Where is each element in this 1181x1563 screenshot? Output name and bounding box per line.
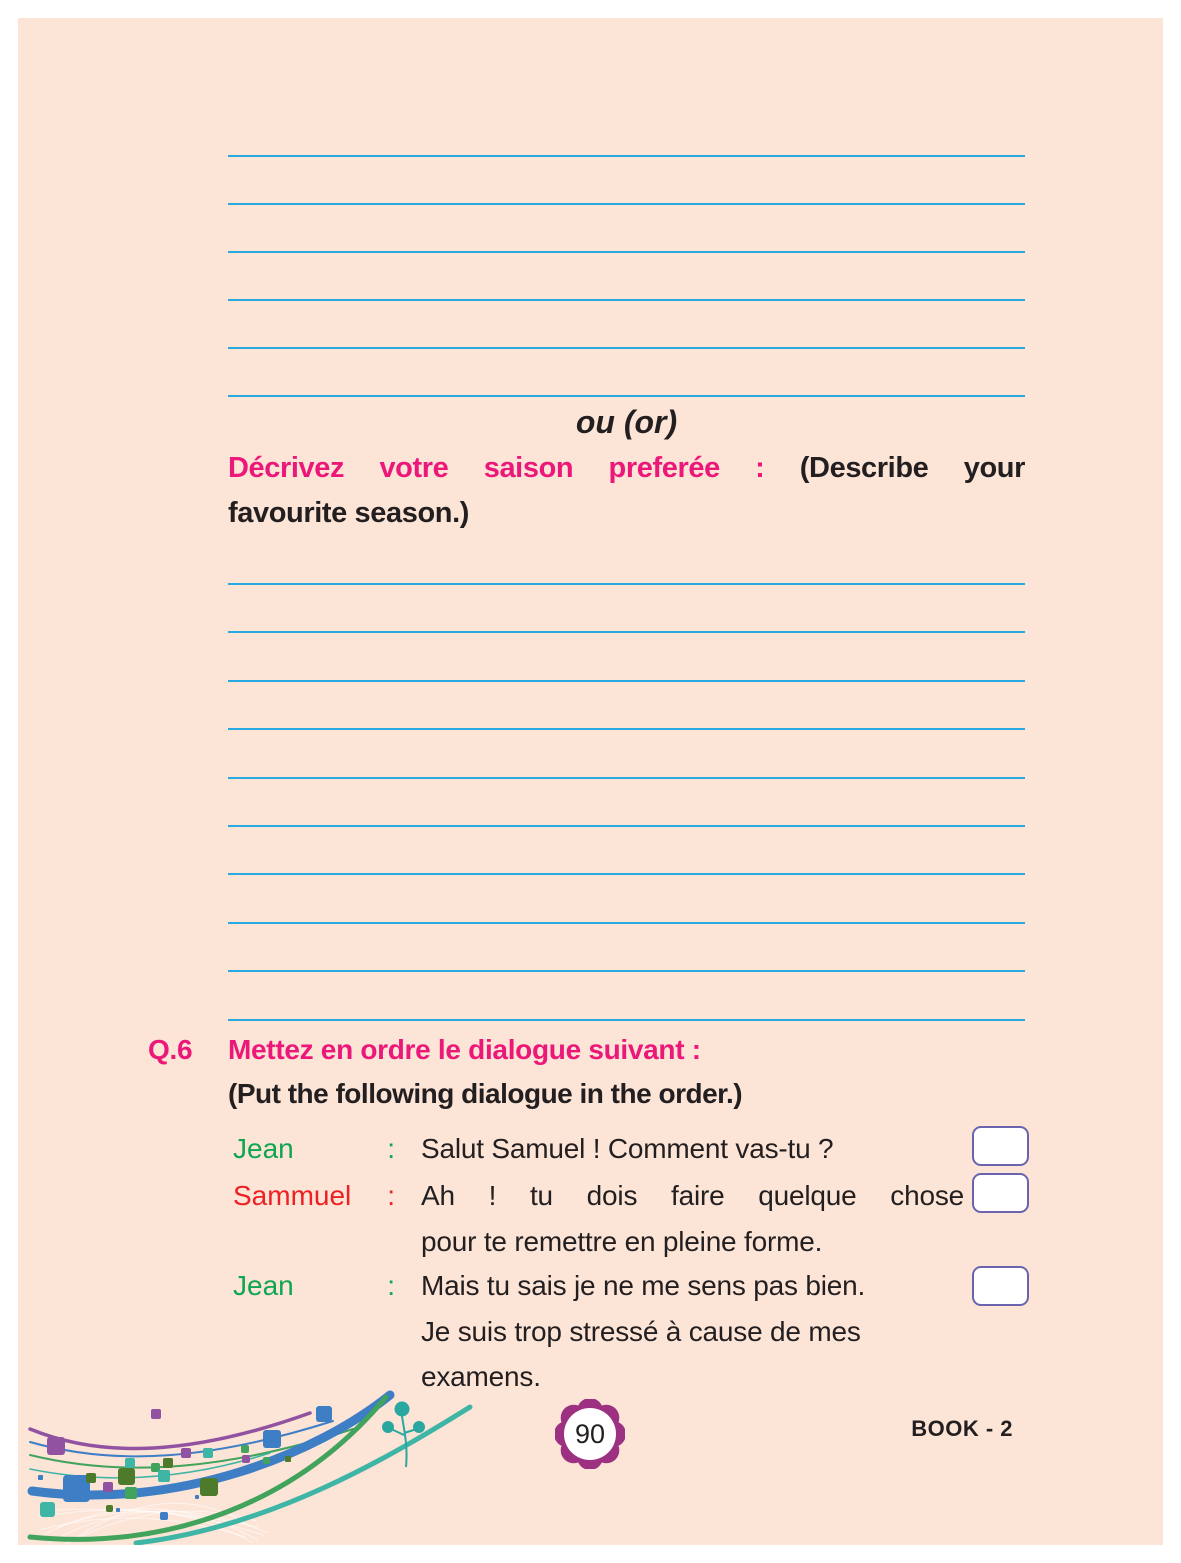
decorative-swoosh-graphic (18, 1385, 478, 1545)
writing-line[interactable] (228, 1019, 1025, 1021)
describe-prompt (228, 446, 1025, 536)
page-number-badge (555, 1399, 625, 1469)
page-number: 90 (574, 1418, 606, 1449)
speaker-label: Sammuel (233, 1180, 352, 1211)
book-label: BOOK - 2 (911, 1416, 1013, 1441)
answer-box[interactable] (972, 1173, 1029, 1213)
writing-line[interactable] (228, 583, 1025, 585)
dialogue-text (421, 1263, 964, 1400)
dialogue-text-line: Mais tu sais je ne me sens pas bien. (421, 1270, 866, 1301)
writing-line[interactable] (228, 395, 1025, 397)
dialogue-text-line: examens. (421, 1361, 541, 1392)
speaker-colon: : (387, 1180, 395, 1211)
writing-line[interactable] (228, 680, 1025, 682)
writing-line[interactable] (228, 347, 1025, 349)
writing-line[interactable] (228, 631, 1025, 633)
speaker-colon: : (387, 1133, 395, 1164)
writing-line[interactable] (228, 777, 1025, 779)
writing-line[interactable] (228, 922, 1025, 924)
describe-prompt-english-part1: (Describe your (799, 452, 1025, 484)
describe-prompt-english-part2: favourite season.) (228, 497, 469, 529)
dialogue-text-line: Salut Samuel ! Comment vas-tu ? (421, 1133, 834, 1164)
dialogue-text-line: Ah ! tu dois faire quelque chose (421, 1180, 964, 1211)
writing-line[interactable] (228, 251, 1025, 253)
dialogue-text-line: pour te remettre en pleine forme. (421, 1225, 823, 1257)
speaker-colon: : (387, 1270, 395, 1301)
writing-line[interactable] (228, 825, 1025, 827)
writing-line[interactable] (228, 873, 1025, 875)
speaker-label: Jean (233, 1270, 294, 1301)
answer-box[interactable] (972, 1126, 1029, 1166)
question-title-french: Mettez en ordre le dialogue suivant : (228, 1034, 701, 1065)
speaker-label: Jean (233, 1133, 294, 1164)
writing-line[interactable] (228, 203, 1025, 205)
question-number: Q.6 (148, 1034, 193, 1065)
writing-line[interactable] (228, 155, 1025, 157)
describe-prompt-line1 (228, 446, 1025, 491)
workbook-page (18, 18, 1163, 1545)
question-title-english: (Put the following dialogue in the order.) (228, 1078, 743, 1109)
speaker-name (233, 1126, 395, 1172)
writing-line[interactable] (228, 970, 1025, 972)
writing-line[interactable] (228, 728, 1025, 730)
dialogue-text (421, 1173, 964, 1264)
speaker-name (233, 1263, 395, 1309)
speaker-name (233, 1173, 395, 1219)
dialogue-text (421, 1126, 964, 1172)
writing-line[interactable] (228, 299, 1025, 301)
answer-box[interactable] (972, 1266, 1029, 1306)
or-divider: ou (or) (575, 404, 678, 440)
describe-prompt-french: Décrivez votre saison preferée : (228, 452, 765, 484)
dialogue-text-line: Je suis trop stressé à cause de mes (421, 1315, 861, 1347)
